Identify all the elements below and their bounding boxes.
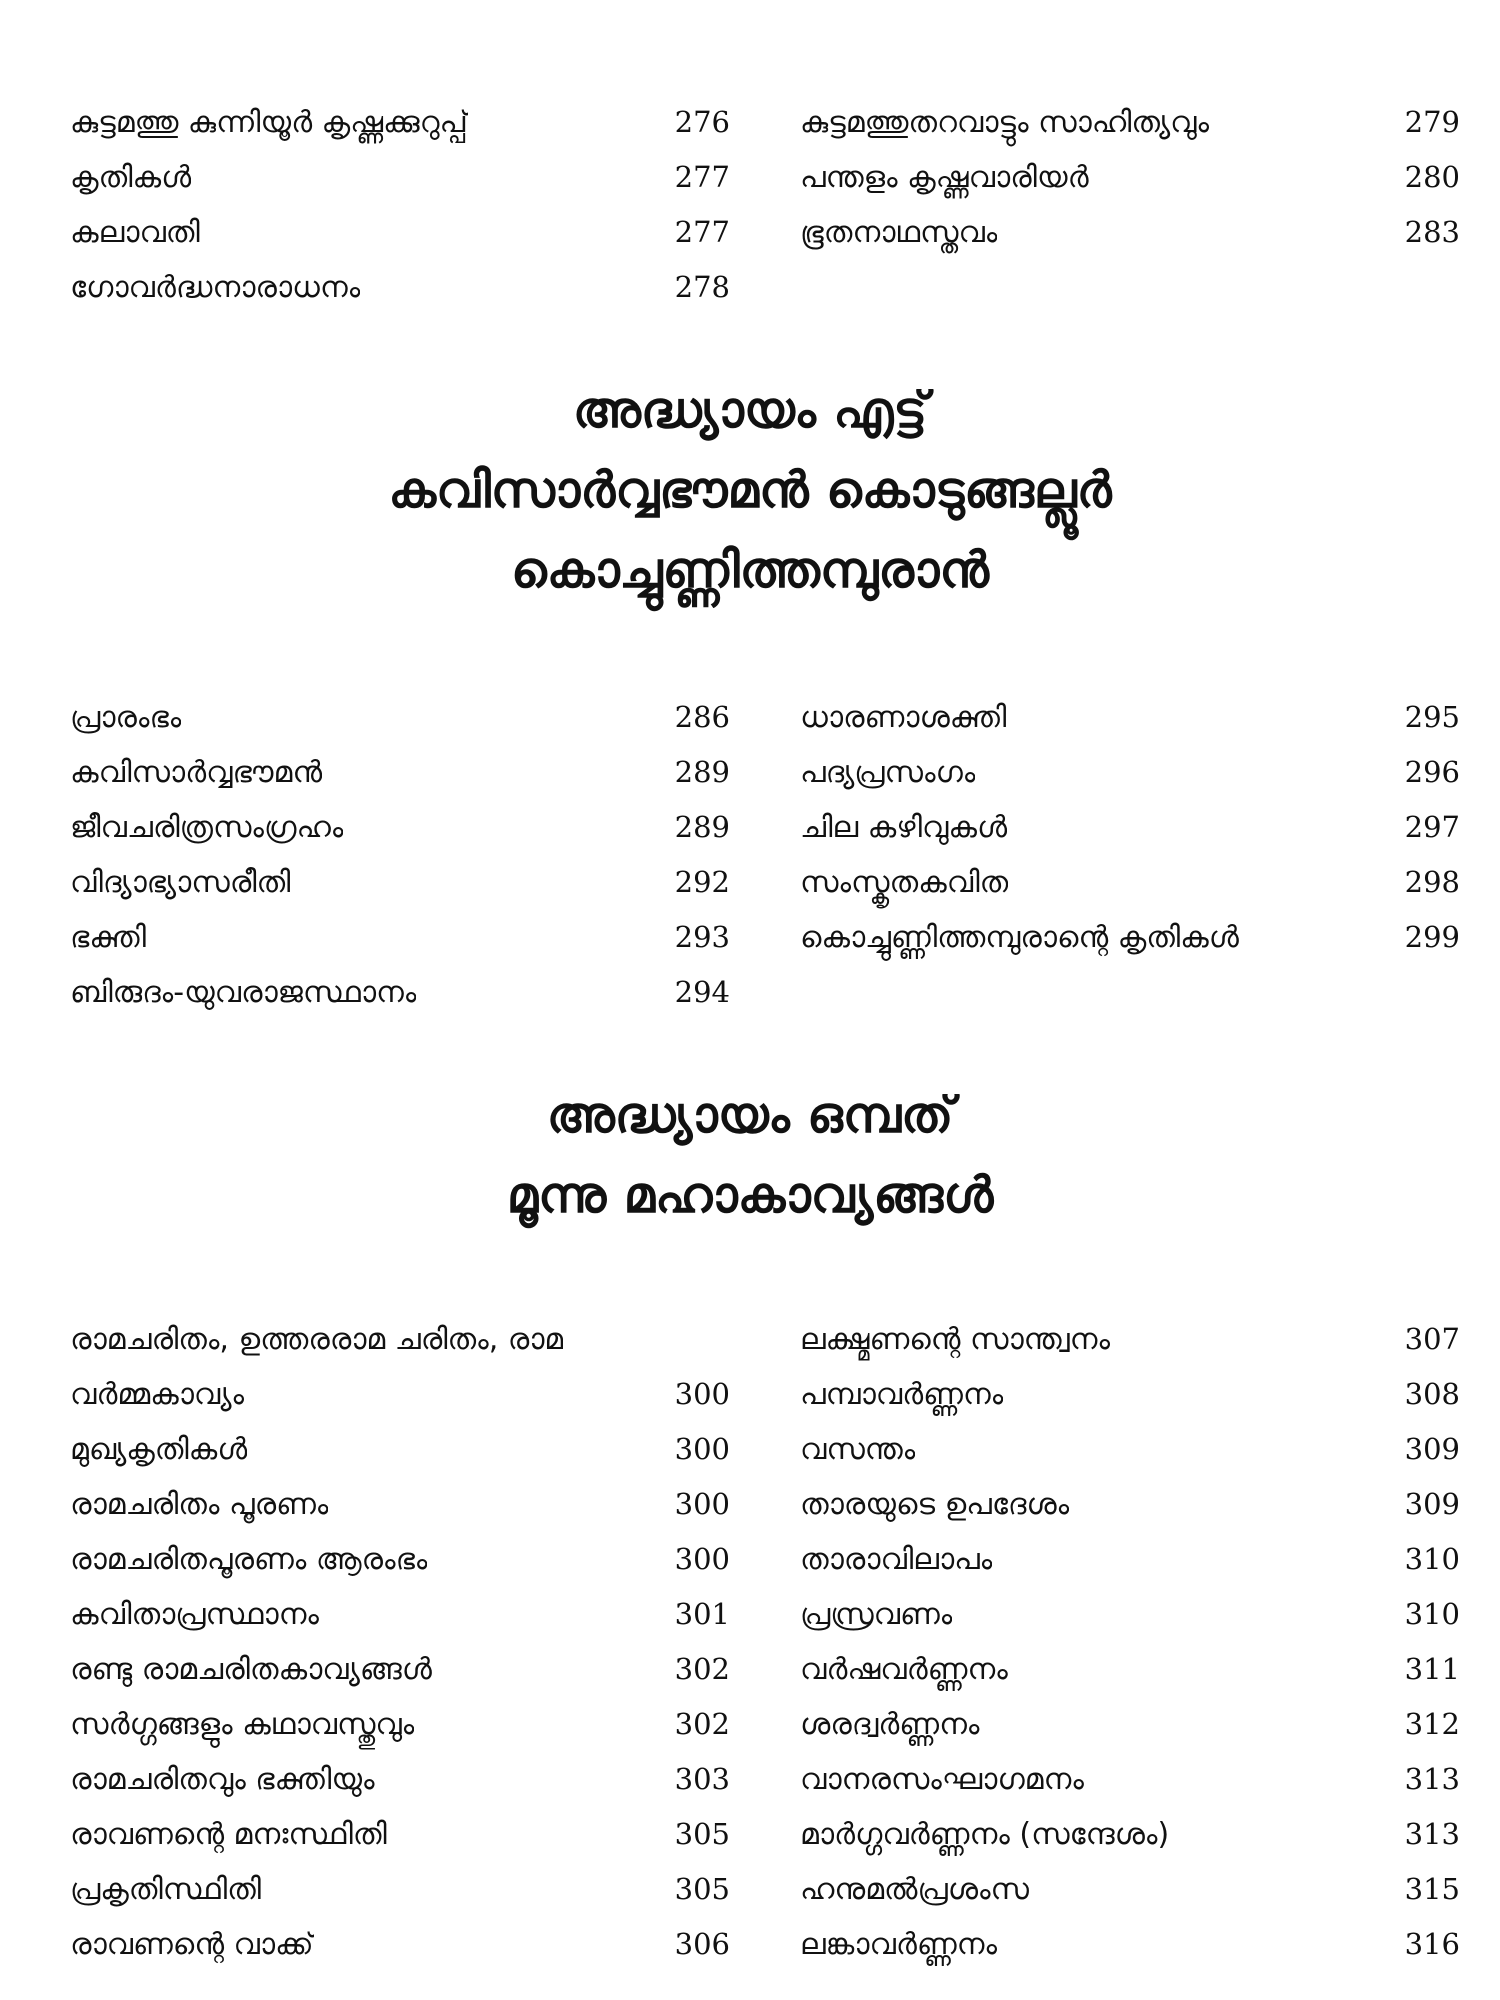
- toc-entry-page-number: 300: [674, 1432, 730, 1466]
- toc-entry-title: പ്രാരംഭം: [70, 700, 182, 735]
- toc-entry-title: പന്തളം കൃഷ്ണവാരിയർ: [800, 160, 1089, 195]
- toc-entry-title: മുഖ്യകൃതികൾ: [70, 1432, 248, 1467]
- toc-entry: [70, 205, 730, 260]
- toc-entry: [70, 1697, 730, 1752]
- toc-entry-title: ധാരണാശക്തി: [800, 700, 1007, 735]
- toc-entry-title: താരാവിലാപം: [800, 1542, 993, 1577]
- toc-entry: [800, 205, 1460, 260]
- toc-entry-page-number: 309: [1404, 1487, 1460, 1521]
- toc-entry-title: പമ്പാവർണ്ണനം: [800, 1377, 1004, 1412]
- toc-entry-page-number: 299: [1404, 920, 1460, 954]
- toc-entry-title: ഗോവർദ്ധനാരാധനം: [70, 270, 361, 305]
- toc-entry: [800, 690, 1460, 745]
- toc-entry-page-number: 316: [1404, 1927, 1460, 1961]
- toc-entry-title: കുട്ടമത്തു കുന്നിയൂർ കൃഷ്ണക്കുറുപ്പ്: [70, 105, 468, 140]
- toc-entry-page-number: 313: [1404, 1817, 1460, 1851]
- toc-entry-page-number: 278: [674, 270, 730, 304]
- toc-entry-title: രാമചരിതപൂരണം ആരംഭം: [70, 1542, 428, 1577]
- toc-entry-title: സംസ്കൃതകവിത: [800, 865, 1009, 900]
- toc-entry-title: ജീവചരിത്രസംഗ്രഹം: [70, 810, 344, 845]
- toc-entry-title: മാർഗ്ഗവർണ്ണനം (സന്ദേശം): [800, 1817, 1170, 1852]
- toc-entry: [800, 1697, 1460, 1752]
- toc-entry-title: ഭക്തി: [70, 920, 147, 955]
- toc-entry: [800, 800, 1460, 855]
- toc-entry-title: സർഗ്ഗങ്ങളും കഥാവസ്തുവും: [70, 1707, 415, 1742]
- toc-entry-title: രാമചരിതം, ഉത്തരരാമ ചരിതം, രാമ: [70, 1322, 564, 1357]
- chapter-8-heading: [0, 370, 1500, 610]
- toc-entry-page-number: 286: [674, 700, 730, 734]
- toc-entry: [70, 1477, 730, 1532]
- toc-entry: [800, 150, 1460, 205]
- toc-entry-title: ബിരുദം-യുവരാജസ്ഥാനം: [70, 975, 417, 1010]
- toc-entry-title: കലാവതി: [70, 215, 200, 250]
- chapter-9-number: അദ്ധ്യായം ഒമ്പത്: [546, 1086, 954, 1144]
- toc-entry-page-number: 302: [674, 1652, 730, 1686]
- chapter-9-heading: [0, 1075, 1500, 1235]
- toc-entry-title: ശരദ്വർണ്ണനം: [800, 1707, 980, 1742]
- toc-entry: [70, 1422, 730, 1477]
- toc-entry-page-number: 292: [674, 865, 730, 899]
- toc-entry-page-number: 277: [674, 160, 730, 194]
- toc-column-right: [800, 690, 1460, 1020]
- toc-entry-page-number: 295: [1404, 700, 1460, 734]
- toc-entry: [800, 910, 1460, 965]
- toc-entry-title: പദ്യപ്രസംഗം: [800, 755, 976, 790]
- toc-entry-title: രാമചരിതവും ഭക്തിയും: [70, 1762, 375, 1797]
- toc-entry: [70, 150, 730, 205]
- toc-entry-page-number: 294: [674, 975, 730, 1009]
- toc-entry-title: കവിതാപ്രസ്ഥാനം: [70, 1597, 319, 1632]
- toc-entry-page-number: 306: [674, 1927, 730, 1961]
- toc-entry-title: രാവണന്റെ മനഃസ്ഥിതി: [70, 1817, 387, 1852]
- toc-entry: [70, 260, 730, 315]
- toc-entry-title: വിദ്യാഭ്യാസരീതി: [70, 865, 291, 900]
- toc-entry: [70, 1312, 730, 1367]
- toc-entry-page-number: 315: [1404, 1872, 1460, 1906]
- toc-entry-page-number: 289: [674, 810, 730, 844]
- toc-entry-page-number: 279: [1404, 105, 1460, 139]
- toc-entry-page-number: 300: [674, 1377, 730, 1411]
- toc-entry-page-number: 310: [1404, 1597, 1460, 1631]
- toc-chapter-9: [70, 1312, 1460, 1972]
- toc-entry-title: താരയുടെ ഉപദേശം: [800, 1487, 1070, 1522]
- toc-entry: [800, 1532, 1460, 1587]
- toc-entry-page-number: 296: [1404, 755, 1460, 789]
- toc-entry-page-number: 298: [1404, 865, 1460, 899]
- chapter-8-number: അദ്ധ്യായം എട്ട്: [572, 381, 928, 439]
- toc-entry-page-number: 311: [1404, 1652, 1460, 1686]
- toc-entry: [800, 95, 1460, 150]
- toc-entry-title: ഹനുമൽപ്രശംസ: [800, 1872, 1030, 1907]
- toc-entry-page-number: 297: [1404, 810, 1460, 844]
- toc-entry: [800, 1807, 1460, 1862]
- toc-entry: [70, 745, 730, 800]
- toc-entry: [800, 1587, 1460, 1642]
- toc-entry-title: പ്രകൃതിസ്ഥിതി: [70, 1872, 262, 1907]
- toc-entry-title: വർഷവർണ്ണനം: [800, 1652, 1008, 1687]
- toc-entry-page-number: 305: [674, 1872, 730, 1906]
- toc-entry-title: ലങ്കാവർണ്ണനം: [800, 1927, 998, 1962]
- toc-entry-title: രാവണന്റെ വാക്ക്: [70, 1927, 314, 1962]
- toc-entry-page-number: 303: [674, 1762, 730, 1796]
- toc-entry-title: വാനരസംഘാഗമനം: [800, 1762, 1084, 1797]
- toc-entry: [70, 690, 730, 745]
- toc-entry-page-number: 283: [1404, 215, 1460, 249]
- toc-entry: [70, 1807, 730, 1862]
- toc-entry-title: കുട്ടമത്തുതറവാട്ടും സാഹിത്യവും: [800, 105, 1210, 140]
- toc-entry-title: രണ്ടു രാമചരിതകാവ്യങ്ങൾ: [70, 1652, 432, 1687]
- toc-entry: [800, 1917, 1460, 1972]
- toc-entry-title: രാമചരിതം പൂരണം: [70, 1487, 329, 1522]
- toc-entry: [70, 1862, 730, 1917]
- toc-entry: [800, 1367, 1460, 1422]
- toc-entry: [70, 1367, 730, 1422]
- toc-entry-page-number: 293: [674, 920, 730, 954]
- toc-chapter-8: [70, 690, 1460, 1020]
- toc-column-left: [70, 95, 730, 315]
- toc-entry: [800, 1862, 1460, 1917]
- toc-entry-page-number: 302: [674, 1707, 730, 1741]
- toc-entry-title: കൃതികൾ: [70, 160, 192, 195]
- toc-entry: [800, 745, 1460, 800]
- toc-entry: [70, 1917, 730, 1972]
- toc-entry-page-number: 276: [674, 105, 730, 139]
- toc-entry-page-number: 300: [674, 1542, 730, 1576]
- toc-entry: [70, 855, 730, 910]
- toc-column-right: [800, 1312, 1460, 1972]
- toc-entry-page-number: 301: [674, 1597, 730, 1631]
- toc-entry-title: വസന്തം: [800, 1432, 916, 1467]
- toc-entry: [70, 910, 730, 965]
- toc-entry-page-number: 310: [1404, 1542, 1460, 1576]
- toc-entry: [800, 1752, 1460, 1807]
- toc-column-left: [70, 690, 730, 1020]
- toc-entry-page-number: 280: [1404, 160, 1460, 194]
- toc-column-right: [800, 95, 1460, 315]
- toc-entry: [70, 1642, 730, 1697]
- toc-entry: [800, 1642, 1460, 1697]
- toc-entry: [800, 1312, 1460, 1367]
- chapter-8-title-line-2: കൊച്ചുണ്ണിത്തമ്പുരാൻ: [511, 541, 989, 599]
- toc-entry-title: ചില കഴിവുകൾ: [800, 810, 1008, 845]
- toc-entry-title: പ്രസ്രവണം: [800, 1597, 953, 1632]
- toc-entry-title: ഭൂതനാഥസ്തവം: [800, 215, 998, 250]
- chapter-8-title-line-1: കവിസാർവ്വഭൗമൻ കൊടുങ്ങല്ലൂർ: [388, 461, 1112, 519]
- toc-entry-page-number: 309: [1404, 1432, 1460, 1466]
- toc-entry-title: വർമ്മകാവ്യം: [70, 1377, 245, 1412]
- toc-column-left: [70, 1312, 730, 1972]
- toc-entry-page-number: 277: [674, 215, 730, 249]
- toc-entry: [70, 965, 730, 1020]
- toc-entry: [800, 1422, 1460, 1477]
- chapter-9-title: മൂന്നു മഹാകാവ്യങ്ങൾ: [506, 1166, 994, 1224]
- toc-entry-page-number: 313: [1404, 1762, 1460, 1796]
- toc-entry: [70, 1752, 730, 1807]
- toc-entry-page-number: 289: [674, 755, 730, 789]
- toc-entry: [70, 800, 730, 855]
- toc-entry: [70, 1532, 730, 1587]
- toc-entry: [70, 1587, 730, 1642]
- toc-entry-page-number: 308: [1404, 1377, 1460, 1411]
- toc-entry-page-number: 307: [1404, 1322, 1460, 1356]
- toc-entry-page-number: 305: [674, 1817, 730, 1851]
- toc-entry: [800, 855, 1460, 910]
- toc-entry-title: ലക്ഷ്മണന്റെ സാന്ത്വനം: [800, 1322, 1111, 1357]
- toc-entry: [70, 95, 730, 150]
- toc-entry-page-number: 300: [674, 1487, 730, 1521]
- toc-entry-page-number: 312: [1404, 1707, 1460, 1741]
- toc-section-1: [70, 95, 1460, 315]
- toc-entry: [800, 1477, 1460, 1532]
- toc-entry-title: കൊച്ചുണ്ണിത്തമ്പുരാന്റെ കൃതികൾ: [800, 920, 1239, 955]
- toc-entry-title: കവിസാർവ്വഭൗമൻ: [70, 755, 323, 790]
